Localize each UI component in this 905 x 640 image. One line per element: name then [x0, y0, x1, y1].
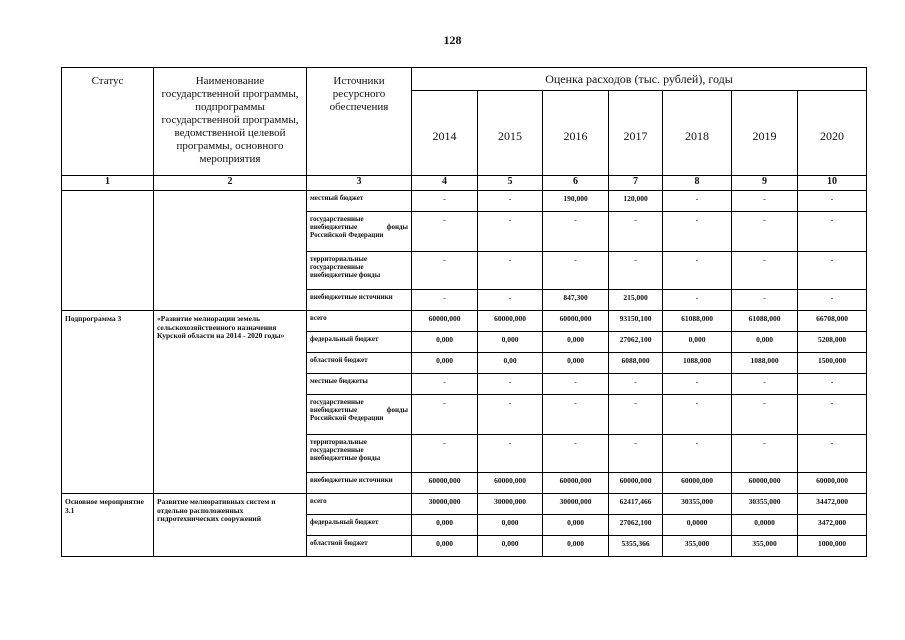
- row-program-name: [154, 191, 307, 311]
- row-value: -: [798, 212, 867, 252]
- row-value: -: [609, 374, 663, 395]
- row-value: 120,000: [609, 191, 663, 212]
- header-year: 2016: [543, 91, 609, 176]
- row-value: 1088,000: [732, 353, 798, 374]
- row-value: 61088,000: [732, 311, 798, 332]
- row-value: -: [663, 395, 732, 435]
- table-row: [62, 191, 867, 212]
- row-value: 60000,000: [732, 473, 798, 494]
- row-source: внебюджетные источники: [307, 473, 412, 494]
- column-number: 7: [609, 176, 663, 191]
- row-value: -: [732, 290, 798, 311]
- row-value: 30355,000: [663, 494, 732, 515]
- row-value: 0,000: [543, 515, 609, 536]
- header-status: Статус: [62, 68, 154, 176]
- row-value: 60000,000: [663, 473, 732, 494]
- header-year: 2017: [609, 91, 663, 176]
- row-value: 0,000: [478, 536, 543, 557]
- row-source: областной бюджет: [307, 536, 412, 557]
- row-value: 0,000: [412, 536, 478, 557]
- row-value: 61088,000: [663, 311, 732, 332]
- row-value: 27062,100: [609, 515, 663, 536]
- row-value: 60000,000: [478, 473, 543, 494]
- row-value: -: [663, 374, 732, 395]
- row-value: 0,000: [543, 353, 609, 374]
- row-value: -: [478, 395, 543, 435]
- row-value: 62417,466: [609, 494, 663, 515]
- row-value: 190,000: [543, 191, 609, 212]
- row-value: 847,300: [543, 290, 609, 311]
- column-numbers-row: [62, 176, 867, 191]
- row-value: 0,000: [663, 332, 732, 353]
- row-value: -: [478, 374, 543, 395]
- row-status: [62, 191, 154, 311]
- row-source: областной бюджет: [307, 353, 412, 374]
- row-value: -: [663, 191, 732, 212]
- row-program-name: «Развитие мелиорации земель сельскохозяйственного назначения Курской области на 2014 - 2020 годы»: [154, 311, 307, 494]
- row-value: -: [609, 212, 663, 252]
- row-value: 30000,000: [412, 494, 478, 515]
- row-source: всего: [307, 494, 412, 515]
- row-value: -: [609, 435, 663, 473]
- row-value: -: [732, 212, 798, 252]
- row-status: Подпрограмма 3: [62, 311, 154, 494]
- table-row: [62, 494, 867, 515]
- column-number: 3: [307, 176, 412, 191]
- row-value: 27062,100: [609, 332, 663, 353]
- row-value: 0,000: [732, 332, 798, 353]
- row-value: 0,000: [412, 332, 478, 353]
- header-year: 2018: [663, 91, 732, 176]
- row-value: -: [798, 435, 867, 473]
- table-row: [62, 311, 867, 332]
- row-value: -: [412, 395, 478, 435]
- row-value: 0,0000: [663, 515, 732, 536]
- header-year: 2019: [732, 91, 798, 176]
- row-value: -: [543, 252, 609, 290]
- row-value: 30355,000: [732, 494, 798, 515]
- row-value: 355,000: [732, 536, 798, 557]
- row-value: -: [412, 435, 478, 473]
- row-value: -: [663, 290, 732, 311]
- row-value: -: [478, 435, 543, 473]
- row-value: -: [732, 435, 798, 473]
- row-source: местные бюджеты: [307, 374, 412, 395]
- row-value: -: [478, 191, 543, 212]
- column-number: 5: [478, 176, 543, 191]
- row-value: 60000,000: [478, 311, 543, 332]
- row-value: -: [798, 395, 867, 435]
- row-value: -: [798, 374, 867, 395]
- row-source: федеральный бюджет: [307, 332, 412, 353]
- row-value: -: [543, 212, 609, 252]
- row-value: -: [412, 212, 478, 252]
- row-source: территориальные государственные внебюджетные фонды: [307, 252, 412, 290]
- row-value: 1088,000: [663, 353, 732, 374]
- row-source: территориальные государственные внебюджетные фонды: [307, 435, 412, 473]
- header-name: Наименование государственной программы, подпрограммы государственной программы, ведомственной целевой программы, основного мероприятия: [154, 68, 307, 176]
- row-value: 34472,000: [798, 494, 867, 515]
- row-value: 1000,000: [798, 536, 867, 557]
- row-value: 1500,000: [798, 353, 867, 374]
- row-value: -: [663, 252, 732, 290]
- row-value: -: [663, 212, 732, 252]
- row-source: местный бюджет: [307, 191, 412, 212]
- row-source: государственные внебюджетные фонды Российской Федерации: [307, 395, 412, 435]
- row-value: -: [663, 435, 732, 473]
- row-source: внебюджетные источники: [307, 290, 412, 311]
- row-source: всего: [307, 311, 412, 332]
- row-value: -: [609, 395, 663, 435]
- row-value: 0,0000: [732, 515, 798, 536]
- column-number: 9: [732, 176, 798, 191]
- row-value: -: [543, 395, 609, 435]
- row-value: -: [412, 374, 478, 395]
- row-value: 60000,000: [543, 473, 609, 494]
- row-value: -: [798, 252, 867, 290]
- row-value: -: [412, 191, 478, 212]
- header-year: 2020: [798, 91, 867, 176]
- row-value: 6088,000: [609, 353, 663, 374]
- row-value: -: [543, 374, 609, 395]
- row-value: -: [798, 191, 867, 212]
- row-value: 60000,000: [609, 473, 663, 494]
- row-value: 0,000: [478, 332, 543, 353]
- row-value: 93150,100: [609, 311, 663, 332]
- row-value: 215,000: [609, 290, 663, 311]
- row-value: -: [732, 395, 798, 435]
- row-value: -: [478, 212, 543, 252]
- header-year: 2015: [478, 91, 543, 176]
- row-value: 30000,000: [543, 494, 609, 515]
- column-number: 8: [663, 176, 732, 191]
- row-value: -: [732, 191, 798, 212]
- row-value: -: [609, 252, 663, 290]
- row-value: 3472,000: [798, 515, 867, 536]
- row-program-name: Развитие мелиоративных систем и отдельно расположенных гидротехнических сооружений: [154, 494, 307, 557]
- column-number: 2: [154, 176, 307, 191]
- row-value: 0,000: [412, 515, 478, 536]
- row-value: 5355,366: [609, 536, 663, 557]
- row-status: Основное мероприятие 3.1: [62, 494, 154, 557]
- row-value: -: [732, 374, 798, 395]
- row-value: 60000,000: [412, 473, 478, 494]
- row-value: 60000,000: [412, 311, 478, 332]
- header-year: 2014: [412, 91, 478, 176]
- header-expenses: Оценка расходов (тыс. рублей), годы: [412, 68, 867, 91]
- column-number: 10: [798, 176, 867, 191]
- row-value: 66708,000: [798, 311, 867, 332]
- row-value: -: [412, 252, 478, 290]
- row-value: -: [478, 290, 543, 311]
- row-value: -: [543, 435, 609, 473]
- row-value: 0,000: [412, 353, 478, 374]
- row-value: 0,000: [543, 536, 609, 557]
- row-value: -: [412, 290, 478, 311]
- row-source: государственные внебюджетные фонды Российской Федерации: [307, 212, 412, 252]
- row-value: -: [798, 290, 867, 311]
- row-value: 60000,000: [543, 311, 609, 332]
- column-number: 4: [412, 176, 478, 191]
- page-number: 128: [443, 33, 462, 47]
- row-value: 0,00: [478, 353, 543, 374]
- row-source: федеральный бюджет: [307, 515, 412, 536]
- column-number: 6: [543, 176, 609, 191]
- column-number: 1: [62, 176, 154, 191]
- row-value: -: [478, 252, 543, 290]
- row-value: 0,000: [478, 515, 543, 536]
- expenses-table: [61, 67, 867, 557]
- row-value: 355,000: [663, 536, 732, 557]
- row-value: 5208,000: [798, 332, 867, 353]
- row-value: 0,000: [543, 332, 609, 353]
- row-value: -: [732, 252, 798, 290]
- row-value: 60000,000: [798, 473, 867, 494]
- row-value: 30000,000: [478, 494, 543, 515]
- header-sources: Источники ресурсного обеспечения: [307, 68, 412, 176]
